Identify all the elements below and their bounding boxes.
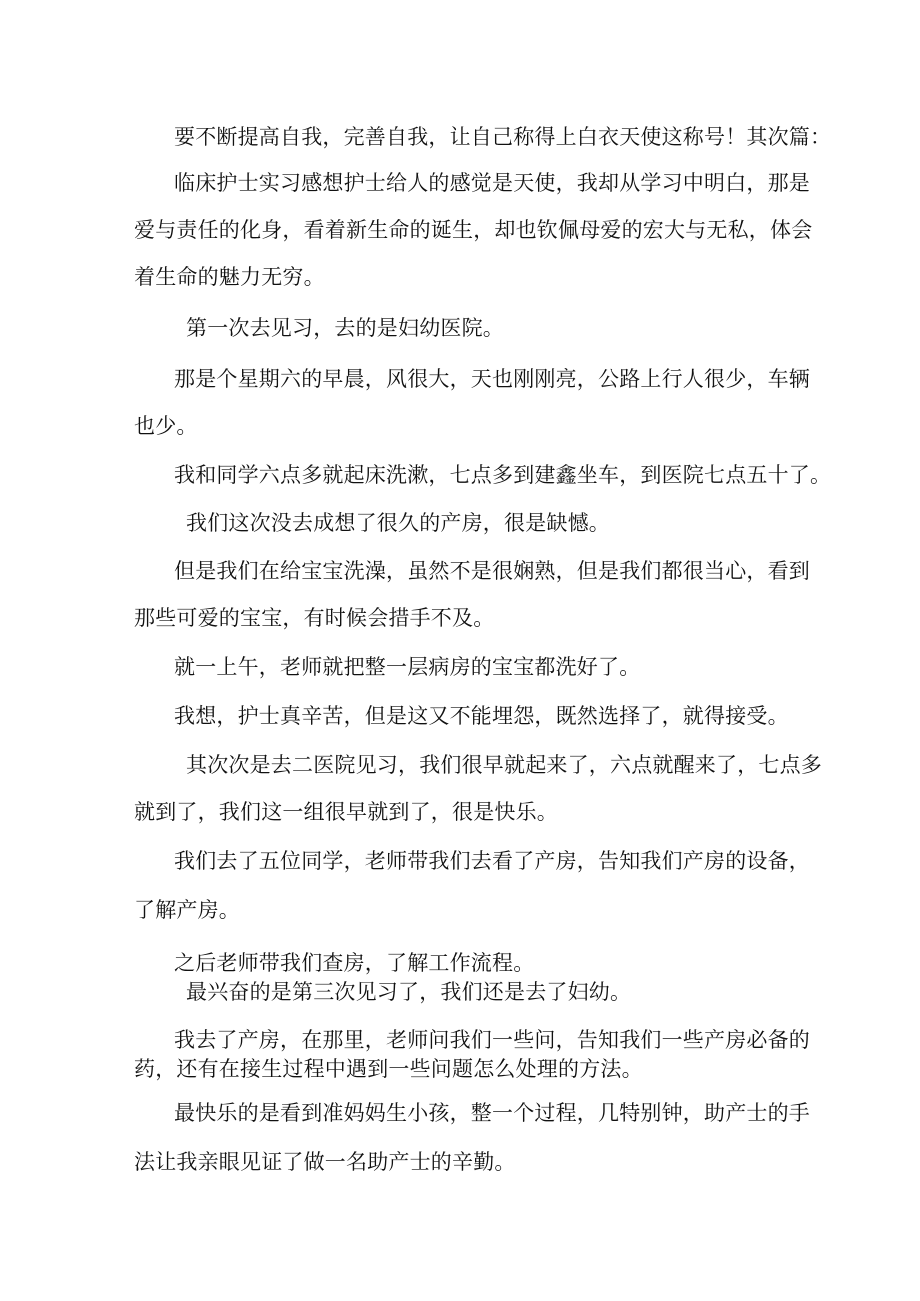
text-line-8: 我和同学六点多就起床洗漱，七点多到建鑫坐车，到医院七点五十了。	[174, 463, 832, 487]
text-line-22: 最快乐的是看到准妈妈生小孩，整一个过程，几特别钟，助产士的手	[174, 1101, 810, 1125]
text-line-21: 药，还有在接生过程中遇到一些问题怎么处理的方法。	[134, 1057, 643, 1081]
text-line-12: 就一上午，老师就把整一层病房的宝宝都洗好了。	[174, 655, 641, 679]
text-line-17: 了解产房。	[134, 898, 240, 922]
text-line-7: 也少。	[134, 414, 198, 438]
text-line-10: 但是我们在给宝宝洗澡，虽然不是很娴熟，但是我们都很当心，看到	[174, 559, 810, 583]
text-line-6: 那是个星期六的早晨，风很大，天也刚刚亮，公路上行人很少，车辆	[174, 367, 810, 391]
text-line-2: 临床护士实习感想护士给人的感觉是天使，我却从学习中明白，那是	[174, 171, 810, 195]
text-line-4: 着生命的魅力无穷。	[134, 265, 325, 289]
text-line-19: 最兴奋的是第三次见习了，我们还是去了妇幼。	[186, 980, 632, 1004]
text-line-16: 我们去了五位同学，老师带我们去看了产房，告知我们产房的设备，	[174, 849, 810, 873]
text-line-13: 我想，护士真辛苦，但是这又不能埋怨，既然选择了，就得接受。	[174, 704, 789, 728]
text-line-5: 第一次去见习，去的是妇幼医院。	[186, 316, 504, 340]
text-line-9: 我们这次没去成想了很久的产房，很是缺憾。	[186, 511, 610, 535]
text-line-14: 其次次是去二医院见习，我们很早就起来了，六点就醒来了，七点多	[186, 753, 822, 777]
text-line-15: 就到了，我们这一组很早就到了，很是快乐。	[134, 800, 558, 824]
text-line-18: 之后老师带我们查房，了解工作流程。	[174, 951, 535, 975]
text-line-3: 爱与责任的化身，看着新生命的诞生，却也钦佩母爱的宏大与无私，体会	[134, 218, 813, 242]
text-line-23: 法让我亲眼见证了做一名助产士的辛勤。	[134, 1150, 516, 1174]
text-line-11: 那些可爱的宝宝，有时候会措手不及。	[134, 606, 495, 630]
text-line-1: 要不断提高自我，完善自我，让自己称得上白衣天使这称号！其次篇：	[174, 125, 832, 149]
text-line-20: 我去了产房，在那里，老师问我们一些问，告知我们一些产房必备的	[174, 1028, 810, 1052]
